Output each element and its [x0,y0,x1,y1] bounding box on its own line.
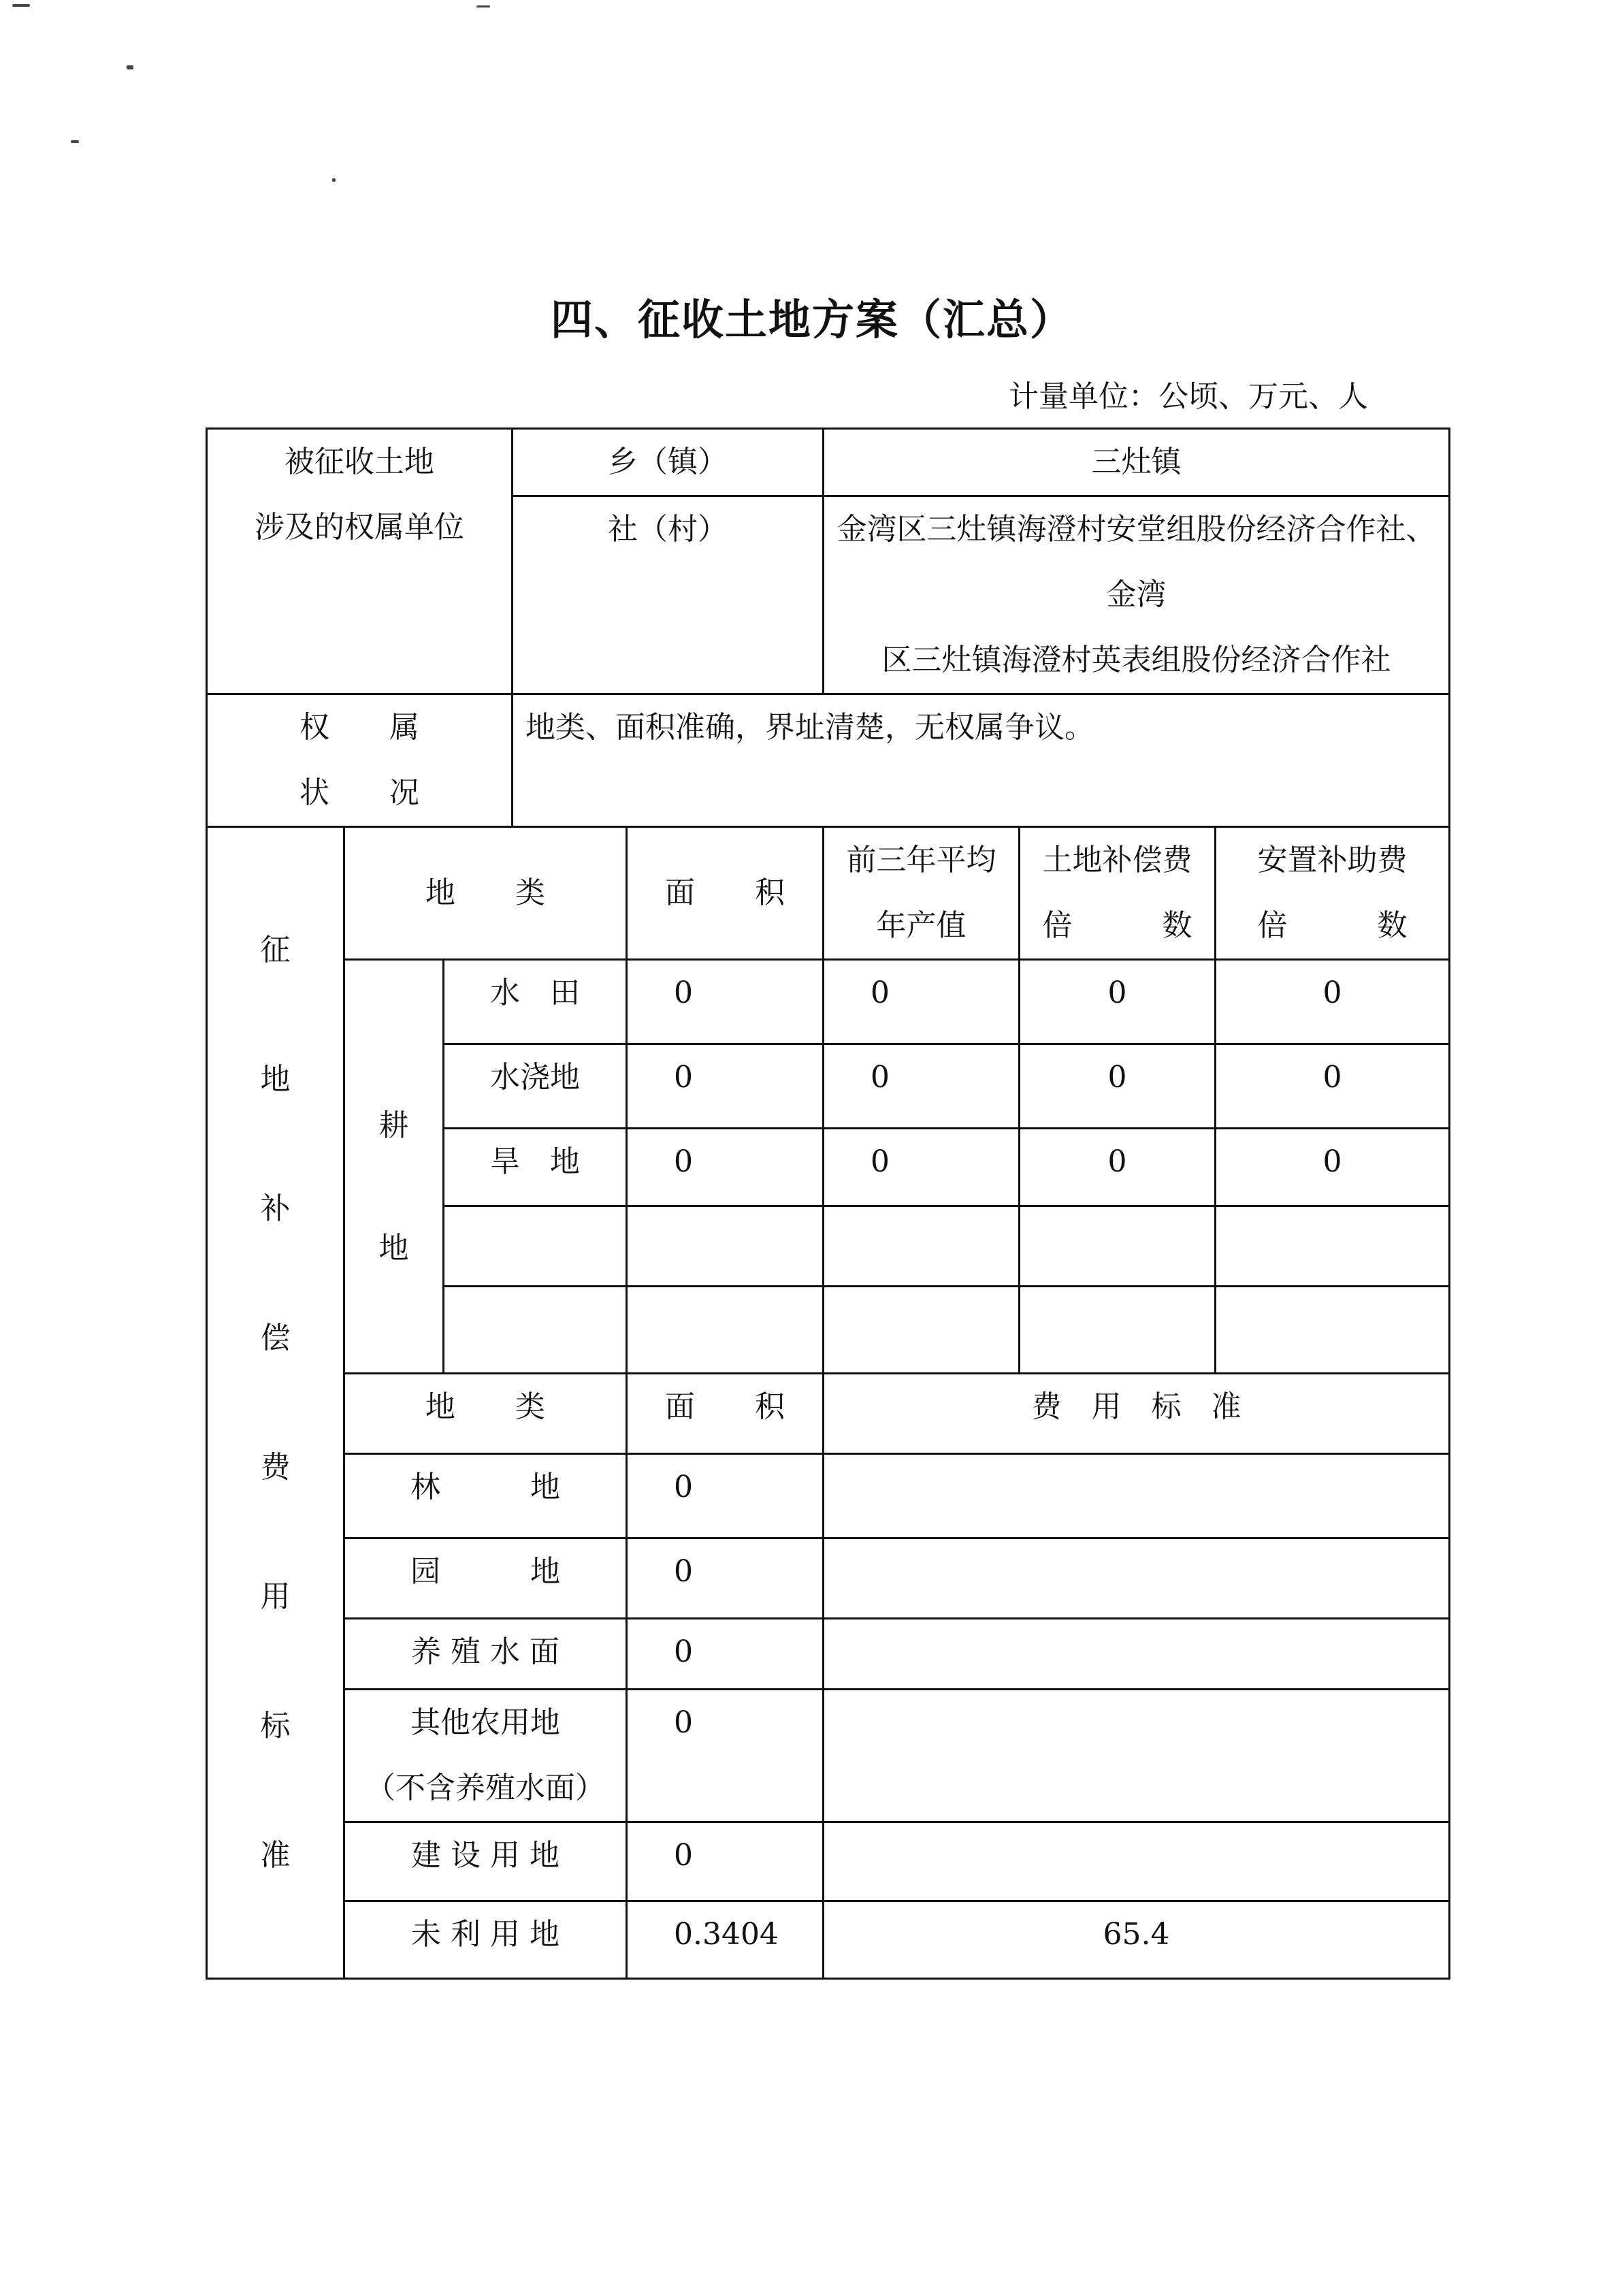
table-cell [824,1690,1450,1822]
side-char: 标 [260,1708,291,1743]
table-cell: 0 [627,1044,824,1129]
table-cell: 0 [1216,1129,1450,1206]
table-cell: 0 [1020,960,1216,1044]
table-cell: 0.3404 [627,1901,824,1979]
empty-cell [1216,1206,1450,1287]
table-row: 旱 地 [444,1129,627,1206]
status-label-cell [207,694,513,827]
town-label: 乡（镇） [513,429,824,496]
side-char: 偿 [260,1320,291,1355]
table-row: 园 地 [344,1538,627,1619]
table-cell [824,1454,1450,1538]
header-resettle-line1: 安置补助费 [1257,843,1408,877]
table-cell: 0 [627,1619,824,1690]
side-char: 用 [260,1579,291,1614]
empty-cell [1020,1287,1216,1374]
header-resettle [1216,827,1450,960]
table-row: 水浇地 [444,1044,627,1129]
table-row: 未 利 用 地 [344,1901,627,1979]
table-row: 林 地 [344,1454,627,1538]
table-cell: 0 [1020,1129,1216,1206]
table-cell: 0 [1216,960,1450,1044]
village-label: 社（村） [513,496,824,694]
header-land-comp-line1: 土地补偿费 [1042,843,1192,877]
unit-note: 计量单位：公顷、万元、人 [1009,379,1368,414]
table-row: 建 设 用 地 [344,1822,627,1901]
table-cell: 0 [824,1129,1020,1206]
scan-speck [127,65,133,69]
header-land-type-2: 地 类 [344,1374,627,1454]
table-cell: 0 [1020,1044,1216,1129]
table-cell: 65.4 [824,1901,1450,1979]
header-avg-output-line2: 年产值 [876,908,967,943]
table-cell: 0 [627,1538,824,1619]
header-land-comp-line2: 倍 数 [1042,908,1192,943]
table-cell [824,1822,1450,1901]
table-cell: 0 [824,960,1020,1044]
table-row: 养 殖 水 面 [344,1619,627,1690]
table-cell [824,1619,1450,1690]
table-cell: 0 [627,960,824,1044]
header-area: 面 积 [627,827,824,960]
cultivated-group-label [344,960,444,1374]
village-value-line1: 金湾区三灶镇海澄村安堂组股份经济合作社、金湾 [837,512,1436,612]
header-avg-output-line1: 前三年平均 [846,843,996,877]
owner-label-cell [207,429,513,694]
header-standard: 费 用 标 准 [824,1374,1450,1454]
status-label-line1: 权 属 [299,710,420,745]
row-name-line1: 其他农用地 [410,1705,561,1740]
side-char: 征 [260,932,291,967]
table-row [344,1690,627,1822]
table-cell: 0 [627,1129,824,1206]
header-land-type: 地 类 [344,827,627,960]
header-resettle-line2: 倍 数 [1257,908,1408,943]
status-label-line2: 状 况 [299,775,420,810]
group-char-bottom: 地 [378,1230,409,1265]
scan-speck [12,4,30,7]
compensation-side-label [207,827,344,1979]
table-cell: 0 [627,1822,824,1901]
scan-speck [476,5,490,7]
header-land-comp [1020,827,1216,960]
table-row: 水 田 [444,960,627,1044]
scan-speck [71,140,79,143]
village-value-line2: 区三灶镇海澄村英表组股份经济合作社 [881,643,1391,677]
town-value: 三灶镇 [824,429,1450,496]
table-cell: 0 [824,1044,1020,1129]
empty-cell [627,1206,824,1287]
scan-speck [332,178,336,182]
group-char-top: 耕 [378,1108,409,1143]
side-char: 准 [260,1837,291,1873]
village-value-cell [824,496,1450,694]
empty-cell [824,1206,1020,1287]
table-cell: 0 [627,1690,824,1822]
owner-label-line2: 涉及的权属单位 [255,510,465,545]
header-area-2: 面 积 [627,1374,824,1454]
side-char: 补 [260,1191,291,1226]
table-cell: 0 [627,1454,824,1538]
table-cell [824,1538,1450,1619]
header-avg-output [824,827,1020,960]
table-cell: 0 [1216,1044,1450,1129]
owner-label-line1: 被征收土地 [285,445,435,479]
row-name-line2: （不含养殖水面） [366,1771,606,1805]
empty-cell [824,1287,1020,1374]
empty-cell [444,1287,627,1374]
status-value: 地类、面积准确，界址清楚，无权属争议。 [513,694,1450,827]
land-acquisition-table [206,428,1450,1980]
empty-cell [627,1287,824,1374]
side-char: 费 [260,1449,291,1485]
page-title: 四、征收土地方案（汇总） [550,295,1073,344]
empty-cell [444,1206,627,1287]
side-char: 地 [260,1061,291,1097]
empty-cell [1020,1206,1216,1287]
empty-cell [1216,1287,1450,1374]
